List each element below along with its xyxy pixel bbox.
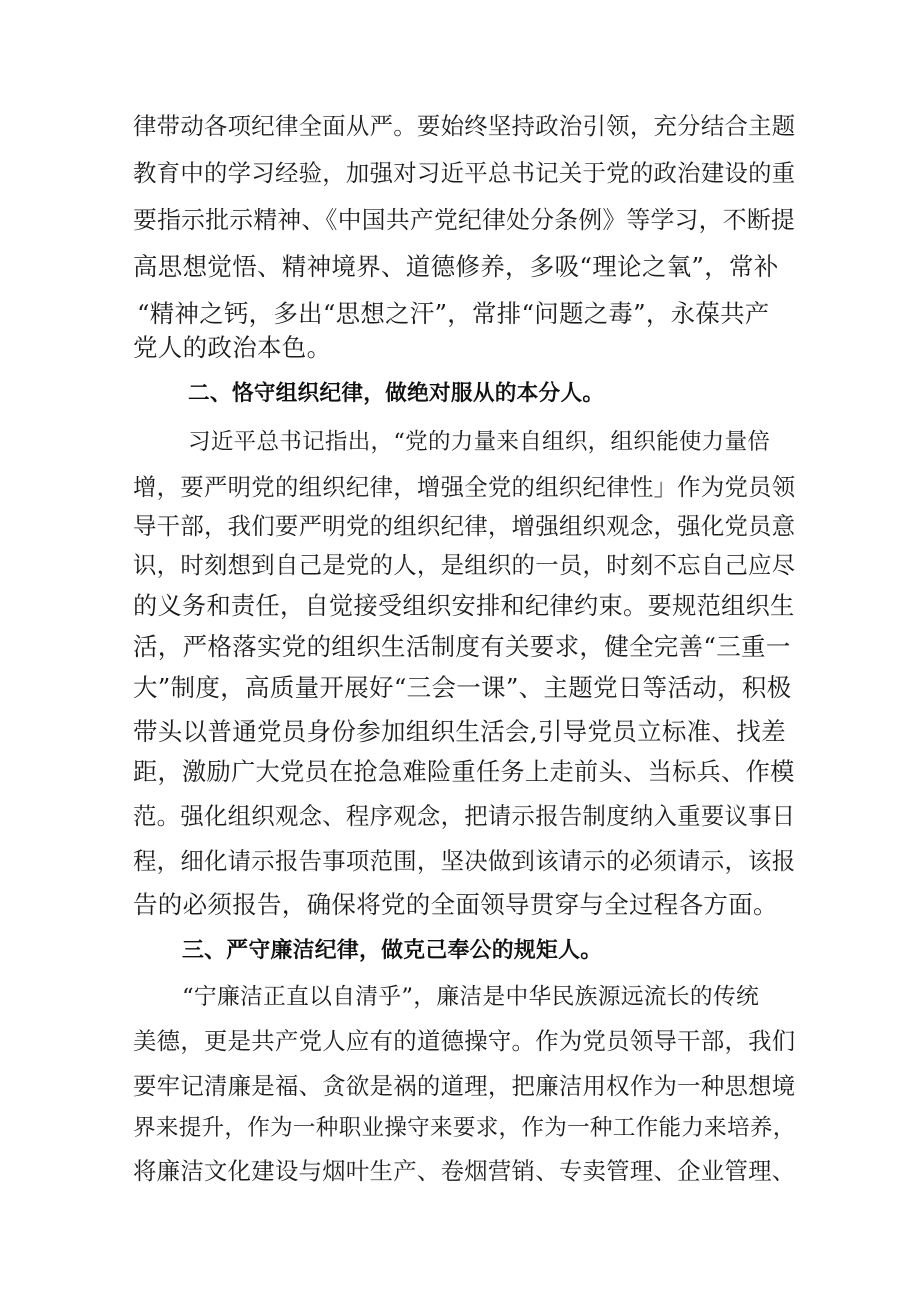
body-text-line: 要牢记清廉是福、贪欲是祸的道理，把廉洁用权作为一种思想境 bbox=[133, 1072, 796, 1100]
body-text-line: 告的必须报告，确保将党的全面领导贯穿与全过程各方面。 bbox=[133, 890, 778, 919]
body-text-line: 界来提升，作为一种职业操守来要求，作为一种工作能力来培养， bbox=[133, 1115, 796, 1141]
body-text-line: 大”制度，高质量开展好“三会一课”、主题党日等活动，积极 bbox=[133, 673, 792, 702]
body-text-line: 识，时刻想到自己是党的人，是组织的一员，时刻不忘自己应尽 bbox=[133, 551, 796, 579]
section-heading-2: 二、恪守组织纪律，做绝对服从的本分人。 bbox=[188, 381, 605, 406]
body-text-line: “精神之钙，多出“思想之汗”，常排“问题之毒”，永葆共产 bbox=[137, 299, 770, 328]
body-text-line: 程，细化请示报告事项范围，坚决做到该请示的必须请示，该报 bbox=[133, 847, 796, 875]
body-text-line: 美德，更是共产党人应有的道德操守。作为党员领导干部，我们 bbox=[133, 1027, 796, 1055]
body-text-line: 范。强化组织观念、程序观念，把请示报告制度纳入重要议事日 bbox=[133, 802, 796, 830]
body-text-line: 高思想觉悟、精神境界、道德修养，多吸“理论之氧”，常补 bbox=[133, 252, 779, 281]
section-heading-3: 三、严守廉洁纪律，做克己奉公的规矩人。 bbox=[182, 938, 603, 963]
body-text-line: 距，激励广大党员在抢急难险重任务上走前头、当标兵、作模 bbox=[133, 758, 795, 786]
body-text-line: “宁廉洁正直以自清乎”，廉洁是中华民族源远流长的传统 bbox=[182, 984, 760, 1010]
body-text-line: 的义务和责任，自觉接受组织安排和纪律约束。要规范组织生 bbox=[133, 592, 795, 620]
body-text-line: 教育中的学习经验，加强对习近平总书记关于党的政治建设的重 bbox=[133, 159, 796, 187]
body-text-line: 习近平总书记指出，“党的力量来自组织，组织能使力量倍 bbox=[188, 429, 771, 455]
body-text-line: 将廉洁文化建设与烟叶生产、卷烟营销、专卖管理、企业管理、 bbox=[133, 1157, 796, 1185]
body-text-line: 导干部，我们要严明党的组织纪律，增强组织观念，强化党员意 bbox=[133, 512, 796, 540]
body-text-line: 要指示批示精神、《中国共产党纪律处分条例》等学习，不断提 bbox=[133, 206, 795, 234]
body-text-line: 活，严格落实党的组织生活制度有关要求，健全完善“三重一 bbox=[133, 632, 791, 661]
body-text-line: 律带动各项纪律全面从严。要始终坚持政治引领，充分结合主题 bbox=[133, 112, 796, 140]
body-text-line: 党人的政治本色。 bbox=[133, 333, 332, 362]
body-text-line: 带头以普通党员身份参加组织生活会,引导党员立标准、找差 bbox=[133, 717, 786, 746]
body-text-line: 增，要严明党的组织纪律，增强全党的组织纪律性」作为党员领 bbox=[133, 473, 796, 501]
